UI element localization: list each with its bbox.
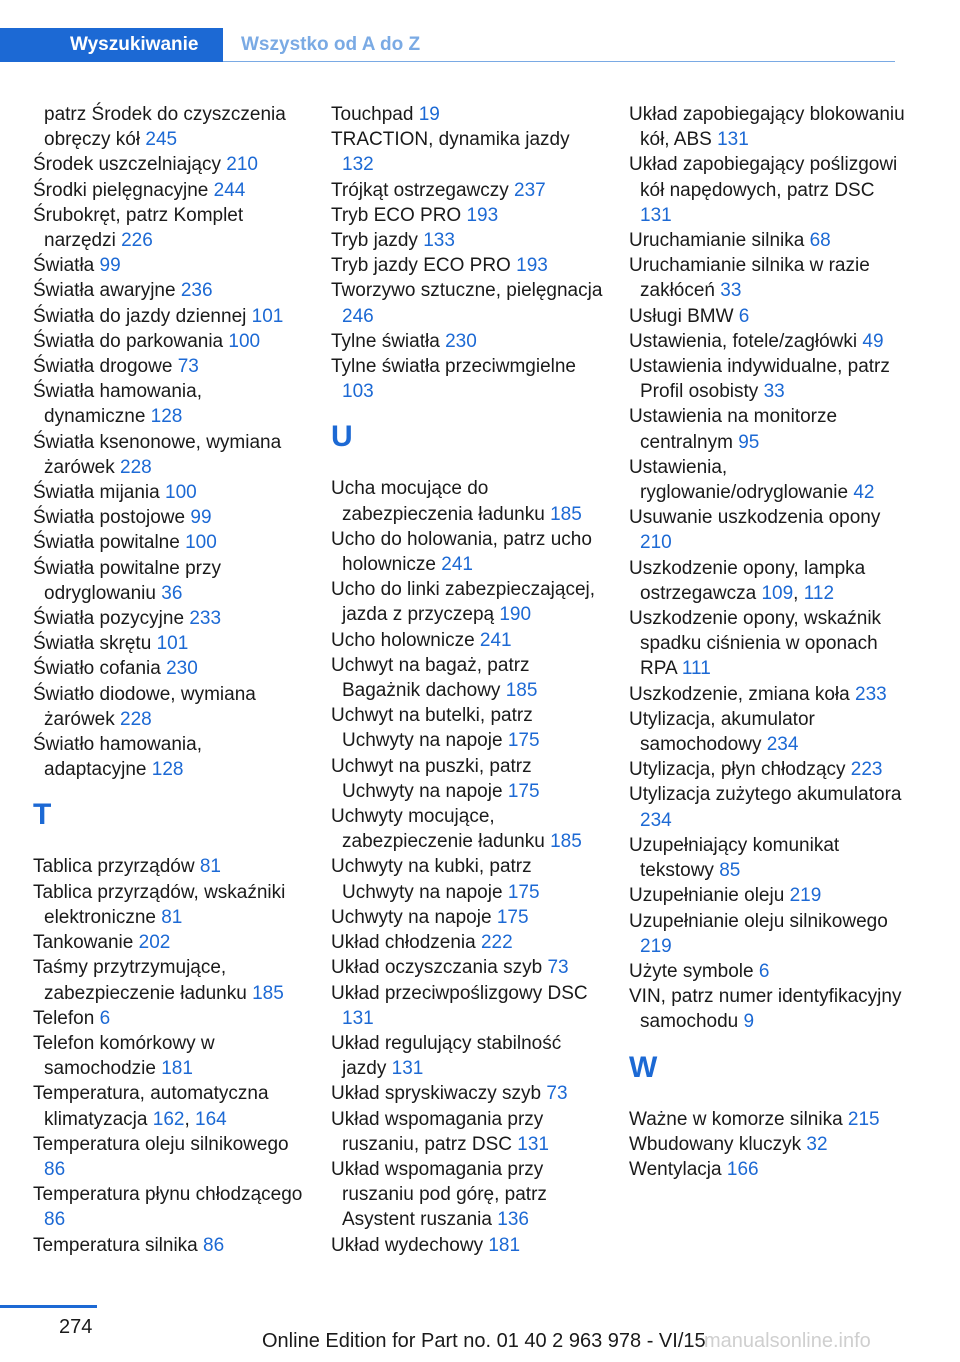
- page-link[interactable]: 131: [342, 1007, 374, 1029]
- index-term: Uruchamianie silnika: [629, 230, 805, 252]
- index-term: Usuwanie uszkodzenia opony: [629, 507, 881, 529]
- index-entry: [33, 329, 308, 354]
- page-link[interactable]: 241: [441, 554, 473, 576]
- page-link[interactable]: 244: [213, 179, 246, 201]
- index-entry: [331, 354, 606, 404]
- index-entry: [629, 102, 909, 152]
- index-entry: [331, 1081, 606, 1106]
- index-term: Układ wydechowy: [331, 1234, 484, 1256]
- index-term: Uchwyt na bagaż, patrz Bagażnik dachowy: [331, 654, 530, 702]
- section-letter: U: [331, 420, 353, 454]
- page-link[interactable]: 131: [640, 204, 672, 226]
- index-entry: [629, 984, 909, 1034]
- index-term: Temperatura oleju silnikowego: [33, 1133, 289, 1155]
- index-term: Śrubokręt, patrz Komplet narzędzi: [33, 204, 244, 252]
- index-entry: [33, 854, 308, 879]
- index-entry: [629, 253, 909, 303]
- index-entry: [331, 476, 606, 526]
- index-entry: [331, 228, 606, 253]
- index-entry: [629, 909, 909, 959]
- page-link[interactable]: 245: [145, 129, 178, 151]
- page-link[interactable]: 86: [44, 1158, 66, 1180]
- index-entry: [331, 981, 606, 1031]
- page-link[interactable]: 99: [99, 255, 121, 277]
- index-term: Touchpad: [331, 104, 414, 125]
- index-term: Użyte symbole: [629, 960, 754, 982]
- index-term: Tworzywo sztuczne, pielęgnacja: [331, 280, 603, 302]
- index-term: Telefon komórkowy w samochodzie: [33, 1032, 215, 1080]
- tab-a-to-z[interactable]: Wszystko od A do Z: [241, 34, 421, 55]
- page-link[interactable]: 42: [853, 482, 875, 504]
- index-term: Światła hamowania, dynamiczne: [33, 381, 202, 428]
- index-term: Utylizacja, akumulator samochodowy: [629, 708, 815, 756]
- index-term: Tankowanie: [33, 932, 134, 954]
- page-link[interactable]: 166: [726, 1158, 759, 1180]
- index-entry: [331, 127, 606, 177]
- index-entry: [33, 732, 308, 782]
- page-link[interactable]: 237: [514, 179, 546, 201]
- page-link[interactable]: 181: [161, 1058, 193, 1080]
- index-entry: [33, 505, 308, 530]
- page-link[interactable]: 228: [120, 456, 152, 478]
- index-term: Światła pozycyjne: [33, 608, 185, 630]
- index-entry: [331, 203, 606, 228]
- index-entry: [331, 1157, 606, 1233]
- index-entry: [629, 1157, 909, 1182]
- page-link[interactable]: 241: [479, 629, 512, 651]
- index-term: Uszkodzenie opony, lampka ostrzegawcza: [629, 557, 866, 604]
- page-link[interactable]: 175: [507, 730, 540, 752]
- index-entry: [33, 930, 308, 955]
- page-link[interactable]: 162: [152, 1108, 185, 1130]
- index-term: Uchwyty na napoje: [331, 906, 492, 928]
- index-term: Uzupełnianie oleju silnikowego: [629, 910, 888, 932]
- index-entry: [629, 883, 909, 908]
- page-link[interactable]: 210: [226, 154, 258, 176]
- page-link[interactable]: 95: [738, 431, 760, 453]
- index-entry: [33, 631, 308, 656]
- page-link[interactable]: 175: [507, 881, 540, 903]
- page-link[interactable]: 210: [640, 532, 672, 554]
- page-link[interactable]: 233: [855, 683, 887, 705]
- index-term: Światło cofania: [33, 658, 161, 680]
- index-entry: [331, 653, 606, 703]
- index-term: Tryb ECO PRO: [331, 204, 462, 226]
- index-term: Ustawienia indywidualne, patrz Profil osobisty: [629, 356, 890, 403]
- page-number: 274: [59, 1316, 93, 1338]
- index-term: Układ spryskiwaczy szyb: [331, 1083, 542, 1105]
- page-link[interactable]: 33: [763, 381, 785, 403]
- index-entry: [33, 278, 308, 303]
- page-link[interactable]: 86: [44, 1209, 66, 1231]
- index-term: Światła: [33, 255, 95, 277]
- page-link[interactable]: 230: [166, 658, 198, 680]
- page-link[interactable]: 32: [806, 1133, 828, 1155]
- index-term: Temperatura płynu chłodzącego: [33, 1184, 303, 1206]
- index-entry: [33, 354, 308, 379]
- index-term: Uchwyty mocujące, zabezpieczenie ładunku: [331, 806, 545, 853]
- page-link[interactable]: 100: [228, 330, 261, 352]
- page-link[interactable]: 73: [547, 957, 569, 979]
- page-link[interactable]: 202: [138, 932, 171, 954]
- index-term: Temperatura silnika: [33, 1234, 198, 1256]
- index-entry: Uszkodzenie opony, lampka ostrzegawcza 109, 112: [629, 557, 866, 604]
- page-link[interactable]: 99: [190, 507, 212, 529]
- page-link[interactable]: 222: [480, 932, 513, 954]
- index-entry: [331, 329, 606, 354]
- index-entry: [629, 707, 909, 757]
- index-entry: [33, 556, 308, 606]
- page-link[interactable]: 6: [738, 305, 750, 327]
- index-entry: [629, 329, 909, 354]
- page-link[interactable]: 185: [252, 982, 284, 1004]
- index-entry: [33, 253, 308, 278]
- index-term: Ucha mocujące do zabezpieczenia ładunku: [331, 478, 545, 525]
- page-link[interactable]: 6: [758, 960, 770, 982]
- index-entry: [33, 656, 308, 681]
- page-link[interactable]: 233: [189, 608, 222, 630]
- index-entry: [629, 1132, 909, 1157]
- index-entry: [331, 930, 606, 955]
- index-entry: [331, 754, 606, 804]
- page-link[interactable]: 226: [121, 230, 153, 252]
- index-term: Światła mijania: [33, 482, 160, 504]
- index-entry: [331, 1107, 606, 1157]
- page-link[interactable]: 81: [161, 906, 183, 928]
- index-term: Ucho do linki zabezpieczającej, jazda z przyczepą: [331, 579, 596, 626]
- page-link[interactable]: 223: [850, 759, 883, 781]
- index-term: Trójkąt ostrzegawczy: [331, 179, 509, 201]
- index-entry: [33, 1031, 308, 1081]
- index-term: Usługi BMW: [629, 305, 734, 327]
- index-entry: [629, 833, 909, 883]
- section-letter: T: [33, 798, 52, 832]
- index-term: Tylne światła: [331, 330, 440, 352]
- index-entry: [629, 304, 909, 329]
- index-entry: [331, 1233, 606, 1258]
- index-term: Ustawienia, ryglowanie/odryglowanie: [629, 456, 849, 504]
- index-column-2: [331, 102, 606, 1258]
- page-link[interactable]: 6: [99, 1007, 111, 1029]
- index-term: Ucho do holowania, patrz ucho holownicze: [331, 528, 592, 576]
- index-entry: [33, 480, 308, 505]
- index-term: Tryb jazdy ECO PRO: [331, 255, 511, 277]
- page-link[interactable]: 133: [423, 230, 455, 252]
- index-entry: [331, 278, 606, 328]
- page-link[interactable]: 36: [161, 582, 183, 604]
- index-entry: [33, 1006, 308, 1031]
- page-link[interactable]: 68: [809, 230, 831, 252]
- index-entry: [629, 757, 909, 782]
- page-link[interactable]: 111: [681, 658, 711, 680]
- index-entry: [331, 178, 606, 203]
- page-link[interactable]: 136: [497, 1209, 529, 1231]
- index-entry: [629, 152, 909, 228]
- index-entry: [33, 178, 308, 203]
- index-entry: [629, 1107, 909, 1132]
- page-link[interactable]: 100: [185, 532, 217, 554]
- index-term: Światło hamowania, adaptacyjne: [33, 734, 202, 781]
- page-link[interactable]: 246: [342, 305, 374, 327]
- index-term: Uchwyt na butelki, patrz Uchwyty na napoje: [331, 705, 533, 752]
- page-link[interactable]: 215: [847, 1108, 880, 1130]
- footer-accent-line: [0, 1305, 97, 1308]
- page-link[interactable]: 219: [789, 885, 822, 907]
- index-term: Wbudowany kluczyk: [629, 1133, 802, 1155]
- page-link[interactable]: 85: [719, 860, 741, 882]
- index-entry: [331, 527, 606, 577]
- index-term: Wentylacja: [629, 1158, 722, 1180]
- index-entry: [33, 955, 308, 1005]
- index-term: Światła awaryjne: [33, 280, 176, 302]
- page-link[interactable]: 49: [862, 330, 884, 352]
- index-column-1: [33, 102, 308, 1258]
- index-term: Ważne w komorze silnika: [629, 1108, 843, 1130]
- index-term: Utylizacja zużytego akumulatora: [629, 784, 902, 806]
- index-term: Tablica przyrządów, wskaźniki elektroniczne: [33, 881, 286, 928]
- index-column-3: [629, 102, 909, 1182]
- page-link[interactable]: 131: [391, 1058, 424, 1080]
- page-link[interactable]: 103: [342, 381, 374, 403]
- index-term: Układ zapobiegający poślizgowi kół napędowych, patrz DSC: [629, 154, 898, 201]
- page-link[interactable]: 230: [445, 330, 477, 352]
- tab-search[interactable]: Wyszukiwanie: [0, 28, 223, 62]
- page-link[interactable]: 234: [640, 809, 672, 831]
- index-entry: [629, 505, 909, 555]
- index-term: Ucho holownicze: [331, 629, 475, 651]
- page-link[interactable]: 175: [507, 780, 540, 802]
- index-term: Układ wspomagania przy ruszaniu pod górę, patrz Asystent ruszania: [331, 1158, 547, 1231]
- index-entry: [33, 379, 308, 429]
- page-link[interactable]: 33: [720, 280, 742, 302]
- index-entry: [33, 530, 308, 555]
- index-term: Telefon: [33, 1007, 95, 1029]
- index-entry: [629, 354, 909, 404]
- page-link[interactable]: 181: [488, 1234, 521, 1256]
- index-term: Uchwyt na puszki, patrz Uchwyty na napoje: [331, 755, 532, 802]
- index-entry: [331, 703, 606, 753]
- index-term: Utylizacja, płyn chłodzący: [629, 759, 846, 781]
- index-term: Środek uszczelniający: [33, 154, 221, 176]
- index-term: Taśmy przytrzymujące, zabezpieczenie ładunku: [33, 957, 247, 1004]
- index-entry: [33, 606, 308, 631]
- index-entry: [33, 304, 308, 329]
- index-entry: [629, 404, 909, 454]
- index-entry: [331, 102, 606, 127]
- page-link[interactable]: 73: [546, 1083, 568, 1105]
- index-term: Układ wspomagania przy ruszaniu, patrz DSC: [331, 1108, 544, 1155]
- index-entry: [629, 606, 909, 682]
- index-entry: [629, 959, 909, 984]
- page-link[interactable]: 81: [199, 856, 221, 878]
- index-entry: [33, 152, 308, 177]
- index-term: Światła powitalne przy odryglowaniu: [33, 557, 221, 604]
- index-entry: [629, 782, 909, 832]
- page-link[interactable]: 131: [517, 1133, 549, 1155]
- page-link[interactable]: 234: [766, 734, 799, 756]
- index-entry: [331, 253, 606, 278]
- index-entry: [331, 854, 606, 904]
- index-entry: [33, 430, 308, 480]
- page-link[interactable]: 128: [150, 406, 183, 428]
- page-link[interactable]: 228: [120, 708, 152, 730]
- index-term: Tylne światła przeciwmgielne: [331, 356, 576, 378]
- page-link[interactable]: 101: [156, 633, 189, 655]
- watermark: manualsonline.info: [704, 1330, 871, 1352]
- index-term: Światła skrętu: [33, 633, 152, 655]
- index-term: Uzupełnianie oleju: [629, 885, 785, 907]
- index-entry: [629, 682, 909, 707]
- index-term: Światła do parkowania: [33, 330, 224, 352]
- page-link[interactable]: 185: [505, 680, 538, 702]
- index-term: Układ regulujący stabilność jazdy: [331, 1032, 562, 1080]
- page-link[interactable]: 109: [761, 582, 794, 604]
- index-entry: [33, 1233, 308, 1258]
- index-term: Układ chłodzenia: [331, 932, 476, 954]
- index-term: Układ zapobiegający blokowaniu kół, ABS: [629, 104, 905, 151]
- index-term: Światła powitalne: [33, 532, 180, 554]
- page-link[interactable]: 185: [550, 503, 582, 525]
- index-term: Ustawienia na monitorze centralnym: [629, 406, 838, 453]
- index-term: Układ oczyszczania szyb: [331, 957, 543, 979]
- page-link[interactable]: 175: [496, 906, 529, 928]
- index-entry: [331, 905, 606, 930]
- page-link[interactable]: 164: [195, 1108, 227, 1130]
- index-entry: [331, 628, 606, 653]
- index-term: Ustawienia, fotele/zagłówki: [629, 330, 858, 352]
- index-entry: [629, 455, 909, 505]
- index-entry: [331, 955, 606, 980]
- index-entry: [629, 228, 909, 253]
- index-entry: [33, 203, 308, 253]
- index-term: Światła drogowe: [33, 356, 173, 378]
- index-entry: [33, 102, 308, 152]
- index-entry: [33, 1132, 308, 1182]
- index-term: Światła postojowe: [33, 507, 186, 529]
- index-term: Uchwyty na kubki, patrz Uchwyty na napoje: [331, 856, 532, 903]
- page-link[interactable]: 112: [803, 582, 835, 604]
- index-term: TRACTION, dynamika jazdy: [331, 129, 570, 151]
- page-link[interactable]: 86: [203, 1234, 225, 1256]
- index-entry: [331, 804, 606, 854]
- index-term: Tablica przyrządów: [33, 856, 195, 878]
- index-term: patrz Środek do czyszczenia obręczy kół: [44, 104, 286, 151]
- header-tabs: [0, 28, 895, 62]
- index-term: Układ przeciwpoślizgowy DSC: [331, 982, 588, 1004]
- page-link[interactable]: 73: [177, 356, 199, 378]
- page-link[interactable]: 219: [640, 935, 672, 957]
- index-term: Uzupełniający komunikat tekstowy: [629, 834, 840, 882]
- section-letter: W: [629, 1050, 658, 1084]
- index-entry: [33, 880, 308, 930]
- page-link[interactable]: 9: [743, 1011, 755, 1033]
- page-link[interactable]: 131: [717, 129, 749, 151]
- index-entry: [33, 682, 308, 732]
- edition-note: Online Edition for Part no. 01 40 2 963 978 - VI/15: [262, 1330, 706, 1352]
- page-link[interactable]: 100: [165, 482, 197, 504]
- page-link[interactable]: 101: [251, 305, 284, 327]
- index-term: VIN, patrz numer identyfikacyjny samochodu: [629, 986, 902, 1033]
- page-link[interactable]: 236: [180, 280, 213, 302]
- index-term: Uszkodzenie opony, wskaźnik spadku ciśnienia w oponach RPA: [629, 608, 882, 680]
- index-entry: [331, 1031, 606, 1081]
- page-link[interactable]: 193: [466, 204, 499, 226]
- index-term: Temperatura, automatyczna klimatyzacja: [33, 1083, 269, 1130]
- page-link[interactable]: 128: [151, 759, 184, 781]
- index-entry: [331, 577, 606, 627]
- index-term: Uszkodzenie, zmiana koła: [629, 683, 850, 705]
- index-term: Światła ksenonowe, wymiana żarówek: [33, 431, 282, 478]
- index-entry: Temperatura, automatyczna klimatyzacja 162, 164: [33, 1083, 269, 1130]
- index-term: Uruchamianie silnika w razie zakłóceń: [629, 255, 870, 302]
- page-link[interactable]: 190: [499, 604, 532, 626]
- page-link[interactable]: 185: [550, 831, 582, 853]
- index-term: Światło diodowe, wymiana żarówek: [33, 683, 256, 730]
- header-divider: [223, 61, 895, 62]
- page-link[interactable]: 19: [418, 104, 440, 125]
- index-term: Światła do jazdy dziennej: [33, 305, 247, 327]
- page-link[interactable]: 132: [342, 154, 374, 176]
- page-link[interactable]: 193: [516, 255, 548, 277]
- index-entry: [33, 1182, 308, 1232]
- index-term: Środki pielęgnacyjne: [33, 179, 209, 201]
- index-term: Tryb jazdy: [331, 230, 418, 252]
